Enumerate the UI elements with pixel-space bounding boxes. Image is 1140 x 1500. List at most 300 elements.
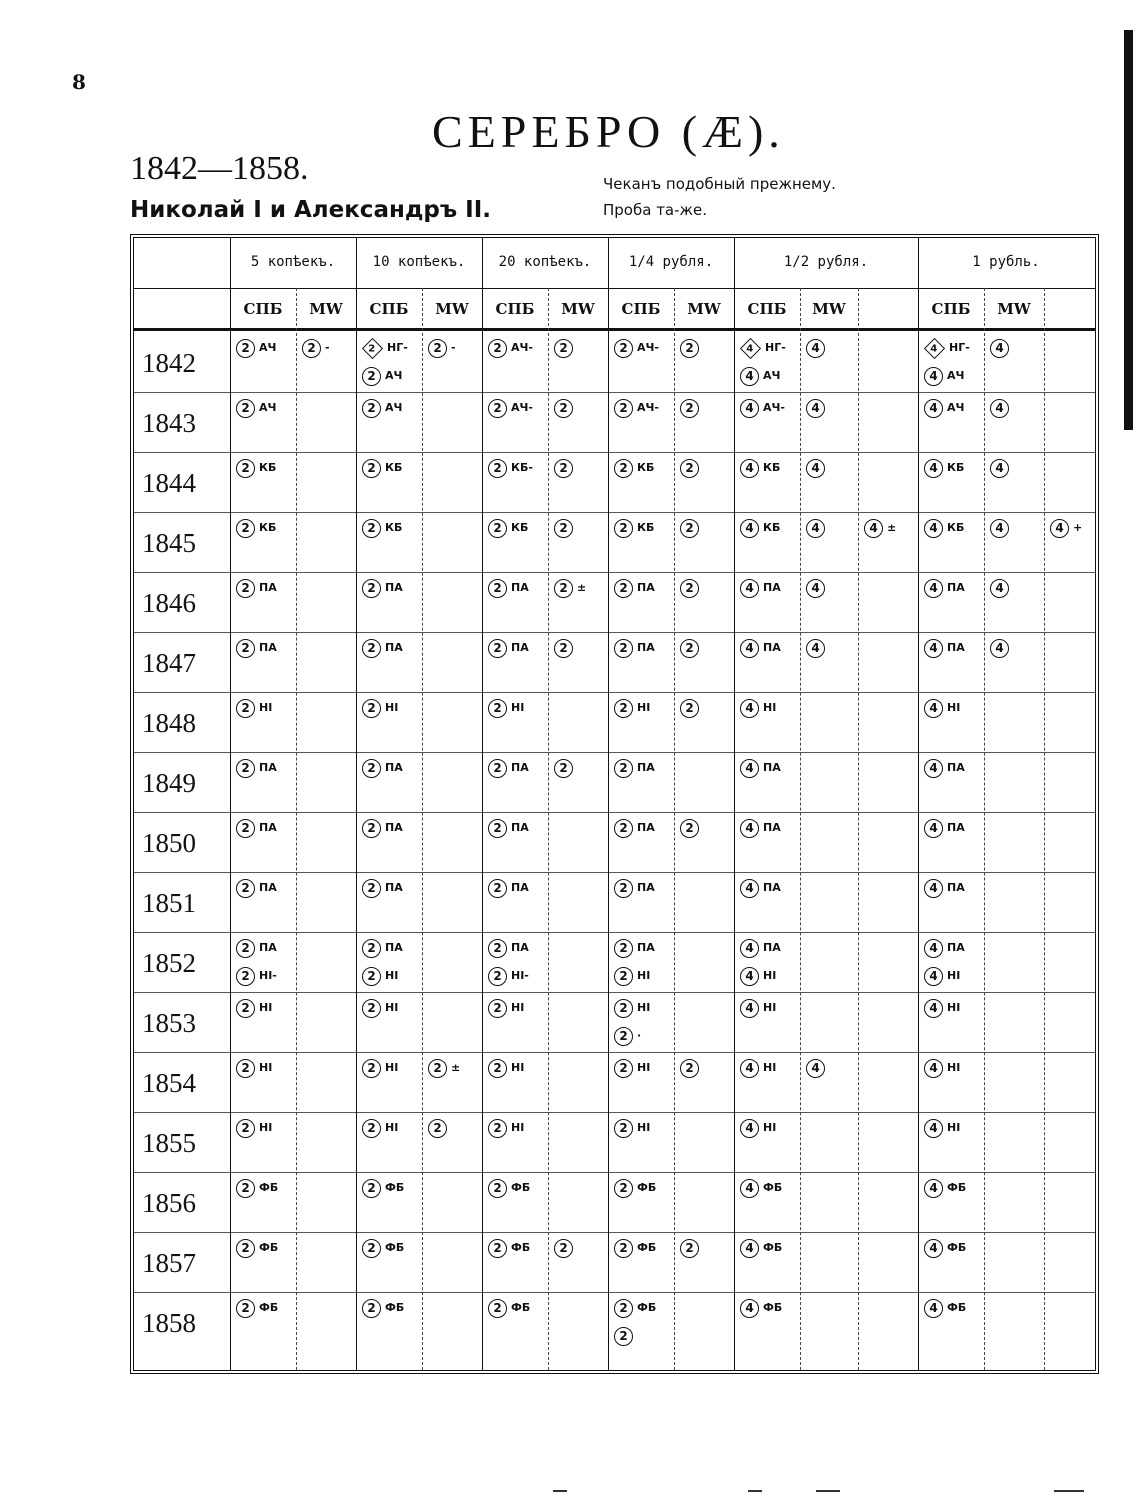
mint-cell: [236, 1178, 278, 1198]
circled-mark: 2: [614, 459, 633, 478]
circled-mark: 4: [740, 939, 759, 958]
mint-master-initials: КБ: [385, 461, 403, 474]
circled-mark: 4: [740, 1059, 759, 1078]
circled-mark: 2: [362, 939, 381, 958]
row-rule: [134, 632, 1095, 633]
mint-master-initials: ФБ: [259, 1241, 279, 1254]
circled-mark: 2: [680, 519, 699, 538]
mint-master-initials: ПА: [763, 761, 781, 774]
mint-master-initials: ПА: [511, 761, 529, 774]
circled-mark: 2: [554, 519, 573, 538]
circled-mark: 4: [990, 639, 1009, 658]
mint-cell: [806, 518, 829, 538]
mint-cell: [680, 578, 703, 598]
circled-mark: 2: [554, 639, 573, 658]
mint-master-initials: НI-: [511, 969, 529, 982]
mint-cell: [554, 1238, 577, 1258]
mint-master-initials: ПА: [259, 821, 277, 834]
mint-cell: [990, 338, 1013, 358]
mint-cell: [680, 698, 703, 718]
mint-cell: [924, 1058, 960, 1078]
mint-cell: [990, 638, 1013, 658]
mint-master-initials: НI: [947, 1061, 961, 1074]
circled-mark: 4: [1050, 519, 1069, 538]
mint-mw-header: MW: [309, 300, 343, 318]
mint-cell: [924, 998, 960, 1018]
year-label: 1843: [142, 408, 196, 438]
circled-mark: 4: [924, 1299, 943, 1318]
mint-master-initials: НI: [763, 701, 777, 714]
mint-cell: [488, 818, 529, 838]
circled-mark: 4: [740, 459, 759, 478]
mint-cell: [554, 458, 577, 478]
circled-mark: 2: [362, 759, 381, 778]
circled-mark: 2: [488, 879, 507, 898]
denomination-header: 1/2 рубля.: [783, 254, 869, 270]
circled-mark: 2: [680, 339, 699, 358]
denomination-header: 5 копѣекъ.: [250, 254, 336, 270]
mint-master-initials: ПА: [947, 581, 965, 594]
circled-mark: 4: [740, 399, 759, 418]
mint-cell: [924, 1118, 960, 1138]
mint-master-initials: ПА: [637, 881, 655, 894]
mint-cell: [362, 998, 398, 1018]
year-label: 1852: [142, 948, 196, 978]
mint-cell: [614, 878, 655, 898]
circled-mark: 2: [680, 699, 699, 718]
circled-mark: 2: [362, 459, 381, 478]
mint-master-initials: ПА: [385, 641, 403, 654]
circled-mark: 4: [924, 819, 943, 838]
mint-master-initials: ПА: [385, 881, 403, 894]
mint-cell: [740, 458, 780, 478]
circled-mark: 4: [924, 939, 943, 958]
mint-cell: [924, 878, 965, 898]
mint-master-initials: ПА: [637, 581, 655, 594]
header-rule: [134, 328, 1095, 331]
mint-cell: [924, 1178, 966, 1198]
denomination-header: 10 копѣекъ.: [372, 254, 466, 270]
circled-mark: 2: [488, 1119, 507, 1138]
circled-mark: 2: [302, 339, 321, 358]
row-rule: [134, 1232, 1095, 1233]
mint-cell: [236, 878, 277, 898]
circled-mark: 2: [488, 967, 507, 986]
circled-mark: 2: [614, 1299, 633, 1318]
mint-master-initials: ФБ: [947, 1181, 967, 1194]
mint-master-initials: -: [451, 341, 456, 354]
circled-mark: 2: [614, 639, 633, 658]
denomination-header: 20 копѣекъ.: [498, 254, 592, 270]
circled-mark: 2: [236, 639, 255, 658]
mint-cell: [924, 338, 970, 358]
circled-mark: 2: [236, 459, 255, 478]
mint-cell: [614, 998, 650, 1018]
circled-mark: 4: [740, 1239, 759, 1258]
mint-master-initials: НI: [763, 1061, 777, 1074]
mint-cell: [614, 758, 655, 778]
mint-cell: [488, 338, 533, 358]
mint-master-initials: НГ-: [387, 341, 408, 354]
year-label: 1846: [142, 588, 196, 618]
circled-mark: 2: [554, 759, 573, 778]
mint-cell-variant: [924, 966, 960, 986]
mint-master-initials: АЧ: [385, 369, 403, 382]
mint-master-initials: НI: [763, 1001, 777, 1014]
mint-cell: [924, 518, 964, 538]
mint-cell: [302, 338, 330, 358]
scan-artifact: [553, 1490, 567, 1492]
circled-mark: 4: [924, 999, 943, 1018]
mint-cell-variant: [236, 966, 277, 986]
mint-cell: [362, 878, 403, 898]
mint-mw-header: MW: [435, 300, 469, 318]
circled-mark: 4: [740, 879, 759, 898]
mint-cell: [740, 578, 781, 598]
mint-cell: [488, 1118, 524, 1138]
mint-cell: [740, 638, 781, 658]
mint-master-initials: ФБ: [511, 1181, 531, 1194]
circled-mark: 2: [614, 399, 633, 418]
year-label: 1848: [142, 708, 196, 738]
mint-master-initials: НI: [637, 1121, 651, 1134]
mint-master-initials: КБ: [385, 521, 403, 534]
mint-cell-variant: [362, 966, 398, 986]
note-minting: Чеканъ подобный прежнему.: [603, 175, 836, 193]
row-rule: [134, 1052, 1095, 1053]
circled-mark: 4: [740, 519, 759, 538]
mint-cell: [236, 998, 272, 1018]
mint-cell: [614, 1178, 656, 1198]
year-label: 1849: [142, 768, 196, 798]
mint-cell: [362, 1238, 404, 1258]
mint-cell-variant: [362, 366, 402, 386]
column-rule: [230, 238, 231, 1370]
circled-mark: 2: [554, 1239, 573, 1258]
mint-master-initials: АЧ: [259, 341, 277, 354]
circled-mark: 4: [924, 967, 943, 986]
mint-cell: [924, 1238, 966, 1258]
circled-mark: 2: [680, 639, 699, 658]
year-label: 1855: [142, 1128, 196, 1158]
mint-cell: [362, 1298, 404, 1318]
mint-master-initials: ФБ: [637, 1241, 657, 1254]
mint-master-initials: НI: [763, 969, 777, 982]
mint-cell: [806, 638, 829, 658]
mint-master-initials: АЧ-: [637, 341, 659, 354]
circled-mark: 2: [236, 699, 255, 718]
mint-master-initials: НI: [385, 969, 399, 982]
mint-master-initials: НI: [511, 1121, 525, 1134]
circled-mark: 4: [806, 639, 825, 658]
mint-cell-variant: [740, 366, 780, 386]
mint-spb-header: СПБ: [931, 300, 971, 318]
denomination-header: 1 рубль.: [972, 254, 1040, 270]
note-standard: Проба та-же.: [603, 201, 708, 219]
mint-cell: [236, 518, 276, 538]
row-rule: [134, 1172, 1095, 1173]
scan-artifact: [1054, 1490, 1084, 1492]
year-label: 1850: [142, 828, 196, 858]
mint-cell: [362, 818, 403, 838]
circled-mark: 4: [740, 1119, 759, 1138]
circled-mark: 2: [236, 879, 255, 898]
mint-master-initials: ПА: [947, 821, 965, 834]
circled-mark: 4: [924, 1239, 943, 1258]
mint-cell: [236, 1238, 278, 1258]
mint-cell: [428, 1058, 460, 1078]
circled-mark: 2: [362, 367, 381, 386]
mint-master-initials: НI: [385, 1001, 399, 1014]
circled-mark: 4: [740, 639, 759, 658]
mint-mw-header: MW: [997, 300, 1031, 318]
year-label: 1853: [142, 1008, 196, 1038]
mint-master-initials: ПА: [259, 581, 277, 594]
mint-master-initials: НI: [637, 1001, 651, 1014]
mint-master-initials: ПА: [763, 641, 781, 654]
mint-master-initials: ±: [887, 521, 897, 534]
row-rule: [134, 572, 1095, 573]
mint-cell-variant: [614, 966, 650, 986]
mint-master-initials: ПА: [511, 821, 529, 834]
row-rule: [134, 812, 1095, 813]
mint-cell: [614, 398, 659, 418]
circled-mark: 2: [362, 879, 381, 898]
column-rule: [734, 238, 735, 1370]
mint-master-initials: ФБ: [763, 1241, 783, 1254]
mint-cell-variant: [614, 1326, 637, 1346]
circled-mark: 2: [488, 399, 507, 418]
circled-mark: 2: [362, 519, 381, 538]
mint-cell: [924, 638, 965, 658]
circled-mark: 4: [924, 367, 943, 386]
mint-cell: [488, 758, 529, 778]
mint-master-initials: НI: [259, 1121, 273, 1134]
mint-master-initials: ФБ: [637, 1301, 657, 1314]
mint-cell: [362, 638, 403, 658]
mint-master-initials: ·: [637, 1029, 642, 1042]
mint-master-initials: ФБ: [763, 1301, 783, 1314]
mint-cell: [614, 518, 654, 538]
circled-mark: 2: [428, 1059, 447, 1078]
mint-cell: [362, 398, 402, 418]
circled-mark: 2: [236, 999, 255, 1018]
subcolumn-rule: [674, 288, 675, 1370]
mint-master-initials: ФБ: [385, 1301, 405, 1314]
denomination-header: 1/4 рубля.: [628, 254, 714, 270]
mint-cell: [362, 458, 402, 478]
mint-master-initials: ПА: [763, 881, 781, 894]
row-rule: [134, 932, 1095, 933]
circled-mark: 2: [488, 759, 507, 778]
mint-master-initials: ПА: [385, 761, 403, 774]
mint-cell: [488, 518, 528, 538]
row-rule: [134, 1112, 1095, 1113]
mint-cell: [236, 758, 277, 778]
mint-cell: [924, 938, 965, 958]
mint-cell: [806, 578, 829, 598]
mint-master-initials: КБ: [947, 461, 965, 474]
mint-cell: [680, 518, 703, 538]
diamond-mark: 4: [924, 337, 945, 358]
mint-cell: [236, 638, 277, 658]
circled-mark: 2: [614, 939, 633, 958]
mint-master-initials: КБ: [511, 521, 529, 534]
mint-master-initials: ФБ: [637, 1181, 657, 1194]
subcolumn-rule: [800, 288, 801, 1370]
circled-mark: 2: [680, 1059, 699, 1078]
mint-master-initials: ПА: [947, 641, 965, 654]
mint-cell: [488, 878, 529, 898]
mint-mw-header: MW: [687, 300, 721, 318]
mint-master-initials: НI: [511, 1001, 525, 1014]
circled-mark: 2: [488, 339, 507, 358]
year-label: 1858: [142, 1308, 196, 1338]
circled-mark: 2: [362, 967, 381, 986]
circled-mark: 2: [680, 579, 699, 598]
mint-master-initials: КБ: [763, 461, 781, 474]
mint-master-initials: ПА: [947, 881, 965, 894]
circled-mark: 2: [488, 1059, 507, 1078]
mint-cell: [362, 518, 402, 538]
circled-mark: 4: [924, 459, 943, 478]
mint-master-initials: НI: [637, 1061, 651, 1074]
page-number: 8: [72, 70, 86, 94]
mint-master-initials: -: [325, 341, 330, 354]
mint-cell: [236, 818, 277, 838]
mint-cell: [740, 818, 781, 838]
mint-cell: [362, 758, 403, 778]
circled-mark: 2: [362, 1179, 381, 1198]
circled-mark: 2: [614, 1059, 633, 1078]
circled-mark: 2: [236, 1299, 255, 1318]
mint-master-initials: КБ: [763, 521, 781, 534]
year-label: 1856: [142, 1188, 196, 1218]
mint-cell: [614, 698, 650, 718]
mint-cell: [990, 458, 1013, 478]
circled-mark: 2: [236, 339, 255, 358]
mint-cell: [806, 338, 829, 358]
row-rule: [134, 512, 1095, 513]
mint-spb-header: СПБ: [243, 300, 283, 318]
circled-mark: 4: [924, 1119, 943, 1138]
circled-mark: 2: [362, 639, 381, 658]
circled-mark: 2: [236, 967, 255, 986]
circled-mark: 2: [614, 967, 633, 986]
mint-master-initials: НI: [259, 701, 273, 714]
circled-mark: 2: [488, 999, 507, 1018]
mint-cell-variant: [740, 966, 776, 986]
subcolumn-rule: [422, 288, 423, 1370]
mint-cell: [740, 698, 776, 718]
mint-cell: [554, 638, 577, 658]
mint-master-initials: ФБ: [511, 1241, 531, 1254]
mint-cell: [236, 938, 277, 958]
column-rule: [918, 238, 919, 1370]
column-rule: [482, 238, 483, 1370]
circled-mark: 4: [806, 339, 825, 358]
circled-mark: 2: [614, 339, 633, 358]
mint-cell: [740, 1298, 782, 1318]
mint-cell-variant: [488, 966, 529, 986]
mint-master-initials: НI: [763, 1121, 777, 1134]
mint-master-initials: ПА: [637, 941, 655, 954]
circled-mark: 4: [806, 399, 825, 418]
circled-mark: 2: [680, 399, 699, 418]
mint-cell: [740, 1058, 776, 1078]
column-rule: [356, 238, 357, 1370]
mint-master-initials: ПА: [947, 761, 965, 774]
mint-master-initials: НI: [947, 701, 961, 714]
circled-mark: 4: [990, 519, 1009, 538]
circled-mark: 2: [362, 819, 381, 838]
circled-mark: 2: [236, 399, 255, 418]
mint-master-initials: НI: [947, 1001, 961, 1014]
year-label: 1845: [142, 528, 196, 558]
mint-master-initials: ФБ: [385, 1241, 405, 1254]
mint-master-initials: ПА: [259, 941, 277, 954]
circled-mark: 2: [488, 939, 507, 958]
circled-mark: 4: [990, 399, 1009, 418]
mint-master-initials: ФБ: [763, 1181, 783, 1194]
mint-cell: [680, 818, 703, 838]
mint-cell: [236, 1298, 278, 1318]
circled-mark: 4: [924, 399, 943, 418]
mint-master-initials: ПА: [763, 581, 781, 594]
circled-mark: 2: [614, 1119, 633, 1138]
row-rule: [134, 872, 1095, 873]
circled-mark: 2: [236, 1239, 255, 1258]
circled-mark: 4: [740, 819, 759, 838]
mint-cell: [614, 638, 655, 658]
mint-master-initials: НГ-: [949, 341, 970, 354]
scan-artifact: [816, 1490, 840, 1492]
header-rule: [134, 288, 1095, 289]
mint-cell: [362, 698, 398, 718]
mint-spb-header: СПБ: [621, 300, 661, 318]
circled-mark: 2: [554, 339, 573, 358]
circled-mark: 2: [236, 1059, 255, 1078]
mint-master-initials: КБ: [259, 461, 277, 474]
circled-mark: 4: [924, 579, 943, 598]
circled-mark: 2: [488, 459, 507, 478]
mint-master-initials: КБ-: [511, 461, 533, 474]
mint-master-initials: НI: [947, 969, 961, 982]
mint-cell: [806, 458, 829, 478]
mint-master-initials: АЧ: [947, 369, 965, 382]
mint-cell: [488, 578, 529, 598]
mint-cell: [362, 938, 403, 958]
mint-cell: [488, 998, 524, 1018]
circled-mark: 4: [990, 339, 1009, 358]
mint-cell: [362, 578, 403, 598]
year-label: 1847: [142, 648, 196, 678]
row-rule: [134, 1292, 1095, 1293]
circled-mark: 4: [924, 879, 943, 898]
mint-master-initials: НI: [259, 1061, 273, 1074]
mint-master-initials: ПА: [259, 761, 277, 774]
row-rule: [134, 752, 1095, 753]
mint-cell: [236, 578, 277, 598]
mint-cell: [362, 1118, 398, 1138]
circled-mark: 2: [614, 519, 633, 538]
mint-master-initials: НI-: [259, 969, 277, 982]
mint-cell: [362, 1058, 398, 1078]
circled-mark: 2: [680, 819, 699, 838]
mint-master-initials: АЧ-: [637, 401, 659, 414]
mint-cell: [614, 1298, 656, 1318]
circled-mark: 4: [806, 579, 825, 598]
